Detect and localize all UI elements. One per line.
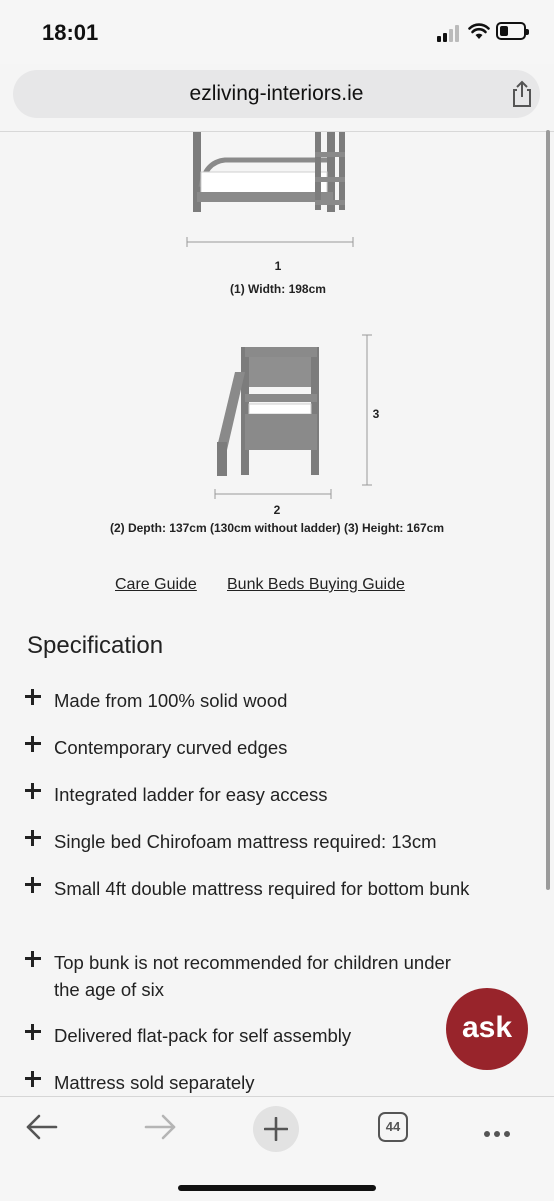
buying-guide-link[interactable]: Bunk Beds Buying Guide xyxy=(227,576,405,593)
plus-icon xyxy=(25,736,41,752)
url-text[interactable]: ezliving-interiors.ie xyxy=(189,82,364,105)
plus-icon xyxy=(25,689,41,705)
status-time: 18:01 xyxy=(42,20,99,45)
bunk-bed-front-image xyxy=(185,132,360,252)
plus-icon xyxy=(25,1071,41,1087)
care-guide-link[interactable]: Care Guide xyxy=(115,576,197,593)
forward-arrow-icon[interactable] xyxy=(142,1107,178,1147)
plus-icon xyxy=(25,951,41,967)
home-indicator xyxy=(178,1185,376,1191)
width-caption: (1) Width: 198cm xyxy=(230,282,326,296)
plus-icon xyxy=(25,830,41,846)
cellular-signal-icon xyxy=(437,24,463,42)
plus-icon xyxy=(25,877,41,893)
wifi-icon xyxy=(468,22,490,40)
more-icon[interactable] xyxy=(484,1124,514,1142)
status-bar xyxy=(0,0,554,64)
page-content: 1 (1) Width: 198cm 3 2 (2) Depth: 137cm (130cm without ladder) (3) Height: 167cm Care Guide Bunk Beds Buying Guide Specification Made from 100% solid wood Contemporary curved edges Integrated ladder for easy access Single bed Chirofoam mattress required: 13cm Small 4ft double mattress required for bottom bunk Top bunk is not recommended for children under the age of six Delivered flat-pack for self assembly Mattress sold separately xyxy=(0,132,554,1096)
depth-height-caption: (2) Depth: 137cm (130cm without ladder) (3) Height: 167cm xyxy=(109,521,445,535)
new-tab-button[interactable] xyxy=(253,1106,299,1152)
depth-number-label: 2 xyxy=(273,503,281,517)
width-number-label: 1 xyxy=(274,259,282,273)
address-bar[interactable] xyxy=(13,70,540,118)
specification-heading: Specification xyxy=(27,632,164,659)
scrollbar[interactable] xyxy=(546,130,550,890)
height-number-label: 3 xyxy=(372,407,380,421)
plus-icon xyxy=(25,783,41,799)
back-arrow-icon[interactable] xyxy=(24,1107,60,1147)
plus-icon xyxy=(264,1117,288,1141)
battery-icon xyxy=(496,22,526,40)
tabs-button[interactable]: 44 xyxy=(378,1112,408,1142)
ask-chat-button[interactable]: ask xyxy=(446,988,528,1070)
share-icon[interactable] xyxy=(509,80,535,108)
plus-icon xyxy=(25,1024,41,1040)
